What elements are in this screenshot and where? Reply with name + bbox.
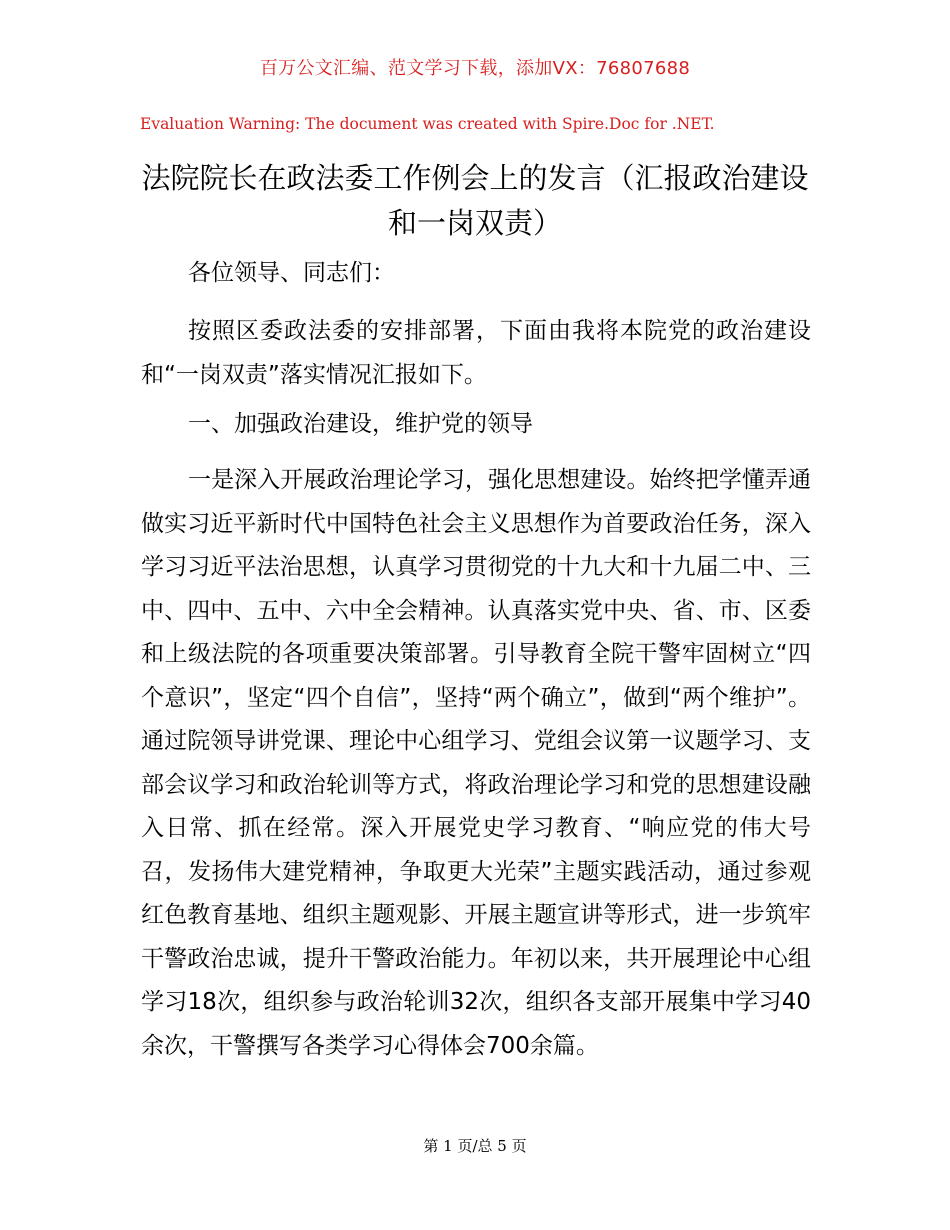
evaluation-warning: Evaluation Warning: The document was created with Spire.Doc for .NET. [140, 115, 715, 133]
intro-paragraph: 按照区委政法委的安排部署，下面由我将本院党的政治建设和“一岗双责”落实情况汇报如下。 [141, 318, 811, 388]
page-footer: 第 1 页/总 5 页 [423, 1137, 527, 1155]
header-ad-text: 百万公文汇编、范文学习下载，添加VX：76807688 [259, 58, 691, 79]
greeting: 各位领导、同志们： [188, 260, 395, 286]
section-heading: 一、加强政治建设，维护党的领导 [188, 411, 533, 437]
body-paragraph: 一是深入开展政治理论学习，强化思想建设。始终把学懂弄通做实习近平新时代中国特色社会主义思想作为首要政治任务，深入学习习近平法治思想，认真学习贯彻党的十九大和十九届二中、三中、四中、五中、六中全会精神。认真落实党中央、省、市、区委和上级法院的各项重要决策部署。引导教育全院干警牢固树立“四个意识”，坚定“四个自信”，坚持“两个确立”，做到“两个维护”。通过院领导讲党课、理论中心组学习、党组会议第一议题学习、支部会议学习和政治轮训等方式，将政治理论学习和党的思想建设融入日常、抓在经常。深入开展党史学习教育、“响应党的伟大号召，发扬伟大建党精神，争取更大光荣”主题实践活动，通过参观红色教育基地、组织主题观影、开展主题宣讲等形式，进一步筑牢干警政治忠诚，提升干警政治能力。年初以来，共开展理论中心组学习18次，组织参与政治轮训32次，组织各支部开展集中学习40余次，干警撰写各类学习心得体会700余篇。 [141, 467, 811, 1059]
document-title: 法院院长在政法委工作例会上的发言（汇报政治建设和一岗双责） [141, 161, 809, 240]
